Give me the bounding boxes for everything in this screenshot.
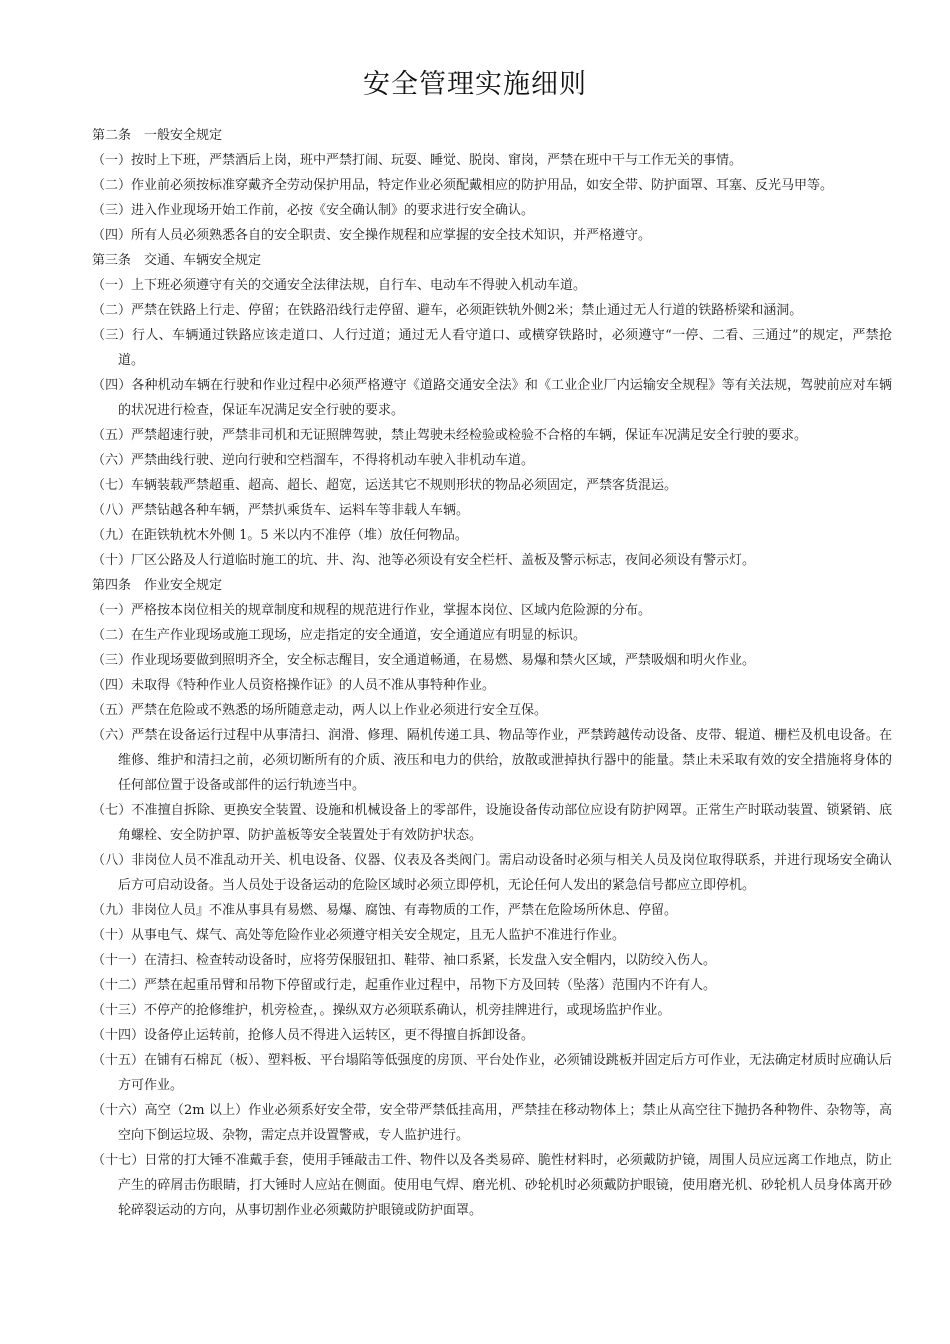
clause-number: （十二）: [92, 978, 145, 993]
clause-text: 作业现场要做到照明齐全，安全标志醒目，安全通道畅通，在易燃、易爆和禁火区域，严禁吸烟和明火作业。: [131, 653, 756, 668]
clause-text: 厂区公路及人行道临时施工的坑、井、沟、池等必须设有安全栏杆、盖板及警示标志，夜间必须设有警示灯。: [131, 553, 756, 568]
clause-number: （十四）: [92, 1028, 145, 1043]
clause-text: 各种机动车辆在行驶和作业过程中必须严格遵守《道路交通安全法》和《工业企业厂内运输安全规程》等有关法规，驾驶前应对车辆的状况进行检查，保证车况满足安全行驶的要求。: [118, 378, 892, 418]
clause-number: （九）: [92, 528, 132, 543]
clause-item: [92, 898, 892, 923]
clause-item: [92, 1048, 892, 1098]
clause-text: 高空（2m 以上）作业必须系好安全带，安全带严禁低挂高用，严禁挂在移动物体上；禁止从高空往下抛扔各种物件、杂物等，高空向下倒运垃圾、杂物，需定点并设置警戒，专人监护进行。: [118, 1103, 892, 1143]
clause-item: [92, 298, 892, 323]
clause-item: [92, 648, 892, 673]
clause-text: 进入作业现场开始工作前，必按《安全确认制》的要求进行安全确认。: [131, 203, 535, 218]
clause-item: [92, 1148, 892, 1223]
clause-number: （十一）: [92, 953, 145, 968]
clause-item: [92, 698, 892, 723]
clause-text: 严禁在设备运行过程中从事清扫、润滑、修理、隔机传递工具、物品等作业，严禁跨越传动设备、皮带、辊道、栅栏及机电设备。在维修、维护和清扫之前，必须切断所有的介质、液压和电力的供给，放散或泄掉执行器中的能量。禁止未采取有效的安全措施将身体的任何部位置于设备或部件的运行轨迹当中。: [118, 728, 892, 793]
clause-number: （二）: [92, 628, 132, 643]
clause-item: [92, 973, 892, 998]
clause-number: （五）: [92, 428, 132, 443]
clause-text: 行人、车辆通过铁路应该走道口、人行过道；通过无人看守道口、或横穿铁路时，必须遵守“一停、二看、三通过”的规定，严禁抢道。: [118, 328, 892, 368]
clause-number: （四）: [92, 678, 132, 693]
clause-item: [92, 473, 892, 498]
clause-number: （六）: [92, 453, 132, 468]
clause-item: [92, 148, 892, 173]
clause-item: [92, 1023, 892, 1048]
clause-item: [92, 923, 892, 948]
clause-item: [92, 848, 892, 898]
clause-item: [92, 998, 892, 1023]
clause-number: （一）: [92, 153, 132, 168]
clause-item: [92, 523, 892, 548]
clause-item: [92, 423, 892, 448]
clause-text: 上下班必须遵守有关的交通安全法律法规，自行车、电动车不得驶入机动车道。: [131, 278, 587, 293]
clause-number: （十七）: [92, 1153, 145, 1168]
clause-number: （六）: [92, 728, 132, 743]
clause-text: 严禁在危险或不熟悉的场所随意走动，两人以上作业必须进行安全互保。: [131, 703, 548, 718]
clause-number: （七）: [92, 803, 132, 818]
clause-item: [92, 173, 892, 198]
clause-item: [92, 948, 892, 973]
clause-text: 严禁超速行驶，严禁非司机和无证照牌驾驶，禁止驾驶未经检验或检验不合格的车辆，保证车况满足安全行驶的要求。: [131, 428, 808, 443]
clause-item: [92, 598, 892, 623]
clause-item: [92, 1098, 892, 1148]
clause-number: （九）: [92, 903, 132, 918]
clause-text: 设备停止运转前，抢修人员不得进入运转区，更不得擅自拆卸设备。: [144, 1028, 535, 1043]
clause-text: 严禁钻越各种车辆，严禁扒乘货车、运料车等非载人车辆。: [131, 503, 470, 518]
clause-number: （三）: [92, 328, 132, 343]
clause-item: [92, 673, 892, 698]
clause-number: （五）: [92, 703, 132, 718]
clause-text: 非岗位人员不准乱动开关、机电设备、仪器、仪表及各类阀门。需启动设备时必须与相关人员及岗位取得联系，并进行现场安全确认后方可启动设备。当人员处于设备运动的危险区域时必须立即停机，无论任何人发出的紧急信号都应立即停机。: [118, 853, 892, 893]
page-title: 安全管理实施细则: [363, 69, 587, 100]
clause-number: （十六）: [92, 1103, 145, 1118]
clause-text: 在距铁轨枕木外侧 1。5 米以内不准停（堆）放任何物品。: [131, 528, 468, 543]
clause-text: 按时上下班，严禁酒后上岗，班中严禁打闹、玩耍、睡觉、脱岗、窜岗，严禁在班中干与工作无关的事情。: [131, 153, 743, 168]
clause-text: 严禁曲线行驶、逆向行驶和空档溜车，不得将机动车驶入非机动车道。: [131, 453, 535, 468]
clause-text: 在清扫、检查转动设备时，应将劳保服钮扣、鞋带、袖口系紧，长发盘入安全帽内，以防绞入伤人。: [144, 953, 717, 968]
clause-item: [92, 723, 892, 798]
clause-text: 未取得《特种作业人员资格操作证》的人员不准从事特种作业。: [131, 678, 496, 693]
clause-text: 严禁在起重吊臂和吊物下停留或行走，起重作业过程中，吊物下方及回转（坠落）范围内不许有人。: [144, 978, 717, 993]
clause-item: [92, 448, 892, 473]
clause-item: [92, 198, 892, 223]
clause-number: （十）: [92, 553, 132, 568]
clause-item: [92, 498, 892, 523]
clause-number: （二）: [92, 303, 132, 318]
clause-text: 日常的打大锤不准戴手套，使用手锤敲击工件、物件以及各类易碎、脆性材料时，必须戴防护镜，周围人员应远离工作地点，防止产生的碎屑击伤眼睛，打大锤时人应站在侧面。使用电气焊、磨光机、砂轮机时必须戴防护眼镜，使用磨光机、砂轮机人员身体离开砂轮碎裂运动的方向，从事切割作业必须戴防护眼镜或防护面罩。: [118, 1153, 892, 1218]
clause-item: [92, 798, 892, 848]
clause-item: [92, 223, 892, 248]
section-heading: 第三条 交通、车辆安全规定: [92, 253, 262, 268]
clause-text: 在铺有石棉瓦（板）、塑料板、平台塌陷等低强度的房顶、平台处作业，必须铺设跳板并固定后方可作业，无法确定材质时应确认后方可作业。: [118, 1053, 892, 1093]
clause-item: [92, 273, 892, 298]
clause-text: 作业前必须按标准穿戴齐全劳动保护用品，特定作业必须配戴相应的防护用品，如安全带、防护面罩、耳塞、反光马甲等。: [131, 178, 834, 193]
clause-number: （十五）: [92, 1053, 145, 1068]
clause-number: （四）: [92, 228, 132, 243]
clause-text: 在生产作业现场或施工现场，应走指定的安全通道，安全通道应有明显的标识。: [131, 628, 587, 643]
clause-text: 非岗位人员』不准从事具有易燃、易爆、腐蚀、有毒物质的工作，严禁在危险场所休息、停留。: [131, 903, 678, 918]
clause-number: （三）: [92, 203, 132, 218]
clause-number: （十）: [92, 928, 132, 943]
clause-number: （八）: [92, 853, 132, 868]
clause-item: [92, 373, 892, 423]
clause-number: （一）: [92, 278, 132, 293]
clause-text: 不准擅自拆除、更换安全装置、设施和机械设备上的零部件，设施设备传动部位应设有防护网罩。正常生产时联动装置、锁紧销、底角螺栓、安全防护罩、防护盖板等安全装置处于有效防护状态。: [118, 803, 892, 843]
clause-text: 所有人员必须熟悉各自的安全职责、安全操作规程和应掌握的安全技术知识，并严格遵守。: [131, 228, 652, 243]
clause-item: [92, 623, 892, 648]
clause-text: 从事电气、煤气、高处等危险作业必须遵守相关安全规定，且无人监护不准进行作业。: [131, 928, 626, 943]
clause-number: （七）: [92, 478, 132, 493]
clause-number: （八）: [92, 503, 132, 518]
clause-item: [92, 323, 892, 373]
section-heading: 第二条 一般安全规定: [92, 128, 223, 143]
clause-number: （二）: [92, 178, 132, 193]
clause-number: （四）: [92, 378, 132, 393]
clause-text: 严格按本岗位相关的规章制度和规程的规范进行作业，掌握本岗位、区域内危险源的分布。: [131, 603, 652, 618]
clause-item: [92, 548, 892, 573]
clause-text: 不停产的抢修维护，机旁检查，。操纵双方必须联系确认，机旁挂牌进行，或现场监护作业。: [144, 1003, 671, 1018]
clause-number: （十三）: [92, 1003, 145, 1018]
section-heading: 第四条 作业安全规定: [92, 578, 223, 593]
document-body: [92, 123, 892, 1223]
clause-number: （一）: [92, 603, 132, 618]
clause-text: 严禁在铁路上行走、停留；在铁路沿线行走停留、避车，必须距铁轨外侧2米；禁止通过无人行道的铁路桥梁和涵洞。: [131, 303, 803, 318]
clause-text: 车辆装载严禁超重、超高、超长、超宽，运送其它不规则形状的物品必须固定，严禁客货混运。: [131, 478, 678, 493]
clause-number: （三）: [92, 653, 132, 668]
